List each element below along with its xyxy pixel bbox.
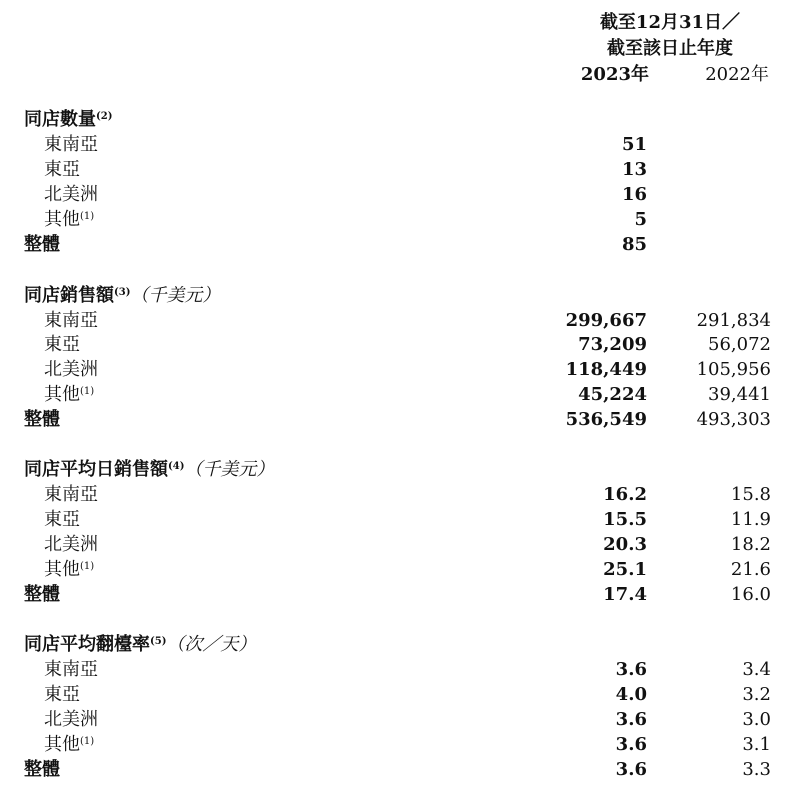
value-2023: 3.6 bbox=[615, 734, 647, 755]
region-label bbox=[44, 383, 94, 407]
value-2023: 3.6 bbox=[615, 659, 647, 680]
value-2022: 21.6 bbox=[730, 559, 771, 580]
table-row bbox=[0, 483, 799, 507]
section-title-row bbox=[0, 108, 799, 132]
total-label: 整體 bbox=[24, 234, 60, 255]
total-label: 整體 bbox=[24, 584, 60, 605]
value-2022: 15.8 bbox=[730, 484, 771, 505]
value-2022: 3.4 bbox=[742, 659, 771, 680]
section-title-row bbox=[0, 284, 799, 308]
table-row bbox=[0, 508, 799, 532]
section-title-text: 同店數量 bbox=[24, 109, 96, 130]
region-label: 東亞 bbox=[44, 509, 80, 530]
section-unit: （次／天） bbox=[166, 634, 257, 655]
region-label-text: 其他 bbox=[44, 384, 80, 405]
region-label: 北美洲 bbox=[44, 359, 98, 380]
value-2022: 39,441 bbox=[708, 384, 771, 405]
footnote-ref: (4) bbox=[168, 461, 185, 472]
period-header-line1: 截至12月31日／ bbox=[599, 12, 741, 33]
table-row bbox=[0, 333, 799, 357]
table-row bbox=[0, 533, 799, 557]
section-title-text: 同店平均翻檯率 bbox=[24, 634, 150, 655]
value-2023: 51 bbox=[621, 134, 647, 155]
value-2022: 18.2 bbox=[730, 534, 771, 555]
region-label: 東亞 bbox=[44, 684, 80, 705]
region-label: 東南亞 bbox=[44, 659, 98, 680]
total-value-2022: 16.0 bbox=[730, 584, 771, 605]
region-label bbox=[44, 733, 94, 757]
region-label: 東南亞 bbox=[44, 310, 98, 331]
value-2023: 25.1 bbox=[603, 559, 647, 580]
footnote-ref: (5) bbox=[150, 636, 167, 647]
footnote-ref: (3) bbox=[114, 287, 131, 298]
table-row bbox=[0, 733, 799, 757]
region-label: 東南亞 bbox=[44, 134, 98, 155]
value-2023: 118,449 bbox=[565, 359, 647, 380]
total-value-2022: 3.3 bbox=[742, 759, 771, 780]
total-label: 整體 bbox=[24, 409, 60, 430]
table-row bbox=[0, 658, 799, 682]
section-title-row bbox=[0, 458, 799, 482]
value-2023: 45,224 bbox=[578, 384, 647, 405]
section-unit: （千美元） bbox=[130, 285, 221, 306]
section-title bbox=[24, 458, 274, 482]
region-label-text: 其他 bbox=[44, 559, 80, 580]
value-2022: 11.9 bbox=[730, 509, 771, 530]
period-header-line2: 截至該日止年度 bbox=[607, 38, 733, 59]
footnote-ref: (1) bbox=[80, 211, 95, 222]
value-2023: 15.5 bbox=[603, 509, 647, 530]
region-label-text: 其他 bbox=[44, 734, 80, 755]
footnote-ref: (1) bbox=[80, 386, 95, 397]
section-unit: （千美元） bbox=[184, 459, 275, 480]
total-row bbox=[0, 583, 799, 607]
section-title-text: 同店銷售額 bbox=[24, 285, 114, 306]
table-row bbox=[0, 158, 799, 182]
footnote-ref: (1) bbox=[80, 561, 95, 572]
region-label: 東南亞 bbox=[44, 484, 98, 505]
value-2022: 3.2 bbox=[742, 684, 771, 705]
total-label: 整體 bbox=[24, 759, 60, 780]
value-2023: 5 bbox=[634, 209, 647, 230]
region-label: 北美洲 bbox=[44, 184, 98, 205]
table-row bbox=[0, 683, 799, 707]
region-label: 北美洲 bbox=[44, 534, 98, 555]
value-2022: 291,834 bbox=[696, 310, 771, 331]
total-value-2023: 17.4 bbox=[603, 584, 647, 605]
section-title bbox=[24, 284, 220, 308]
total-row bbox=[0, 408, 799, 432]
value-2023: 16 bbox=[621, 184, 647, 205]
section-title bbox=[24, 633, 256, 657]
section-title-text: 同店平均日銷售額 bbox=[24, 459, 168, 480]
value-2023: 13 bbox=[621, 159, 647, 180]
table-row bbox=[0, 383, 799, 407]
region-label bbox=[44, 558, 94, 582]
year-2022-header: 2022年 bbox=[705, 64, 769, 85]
table-row bbox=[0, 708, 799, 732]
total-value-2023: 536,549 bbox=[565, 409, 647, 430]
total-value-2022: 493,303 bbox=[696, 409, 771, 430]
value-2023: 3.6 bbox=[615, 709, 647, 730]
section-title bbox=[24, 108, 112, 132]
value-2023: 16.2 bbox=[603, 484, 647, 505]
table-row bbox=[0, 558, 799, 582]
total-value-2023: 85 bbox=[621, 234, 647, 255]
year-2023-header: 2023年 bbox=[580, 64, 649, 85]
value-2022: 105,956 bbox=[696, 359, 771, 380]
footnote-ref: (1) bbox=[80, 736, 95, 747]
value-2023: 4.0 bbox=[615, 684, 647, 705]
region-label-text: 其他 bbox=[44, 209, 80, 230]
value-2023: 299,667 bbox=[565, 310, 647, 331]
total-row bbox=[0, 758, 799, 782]
total-row bbox=[0, 233, 799, 257]
region-label: 東亞 bbox=[44, 334, 80, 355]
value-2023: 20.3 bbox=[603, 534, 647, 555]
value-2022: 3.0 bbox=[742, 709, 771, 730]
value-2023: 73,209 bbox=[578, 334, 647, 355]
region-label: 北美洲 bbox=[44, 709, 98, 730]
value-2022: 3.1 bbox=[742, 734, 771, 755]
table-row bbox=[0, 309, 799, 333]
footnote-ref: (2) bbox=[96, 111, 113, 122]
table-row bbox=[0, 358, 799, 382]
table-row bbox=[0, 183, 799, 207]
table-row bbox=[0, 133, 799, 157]
total-value-2023: 3.6 bbox=[615, 759, 647, 780]
value-2022: 56,072 bbox=[708, 334, 771, 355]
region-label bbox=[44, 208, 94, 232]
table-row bbox=[0, 208, 799, 232]
region-label: 東亞 bbox=[44, 159, 80, 180]
section-title-row bbox=[0, 633, 799, 657]
